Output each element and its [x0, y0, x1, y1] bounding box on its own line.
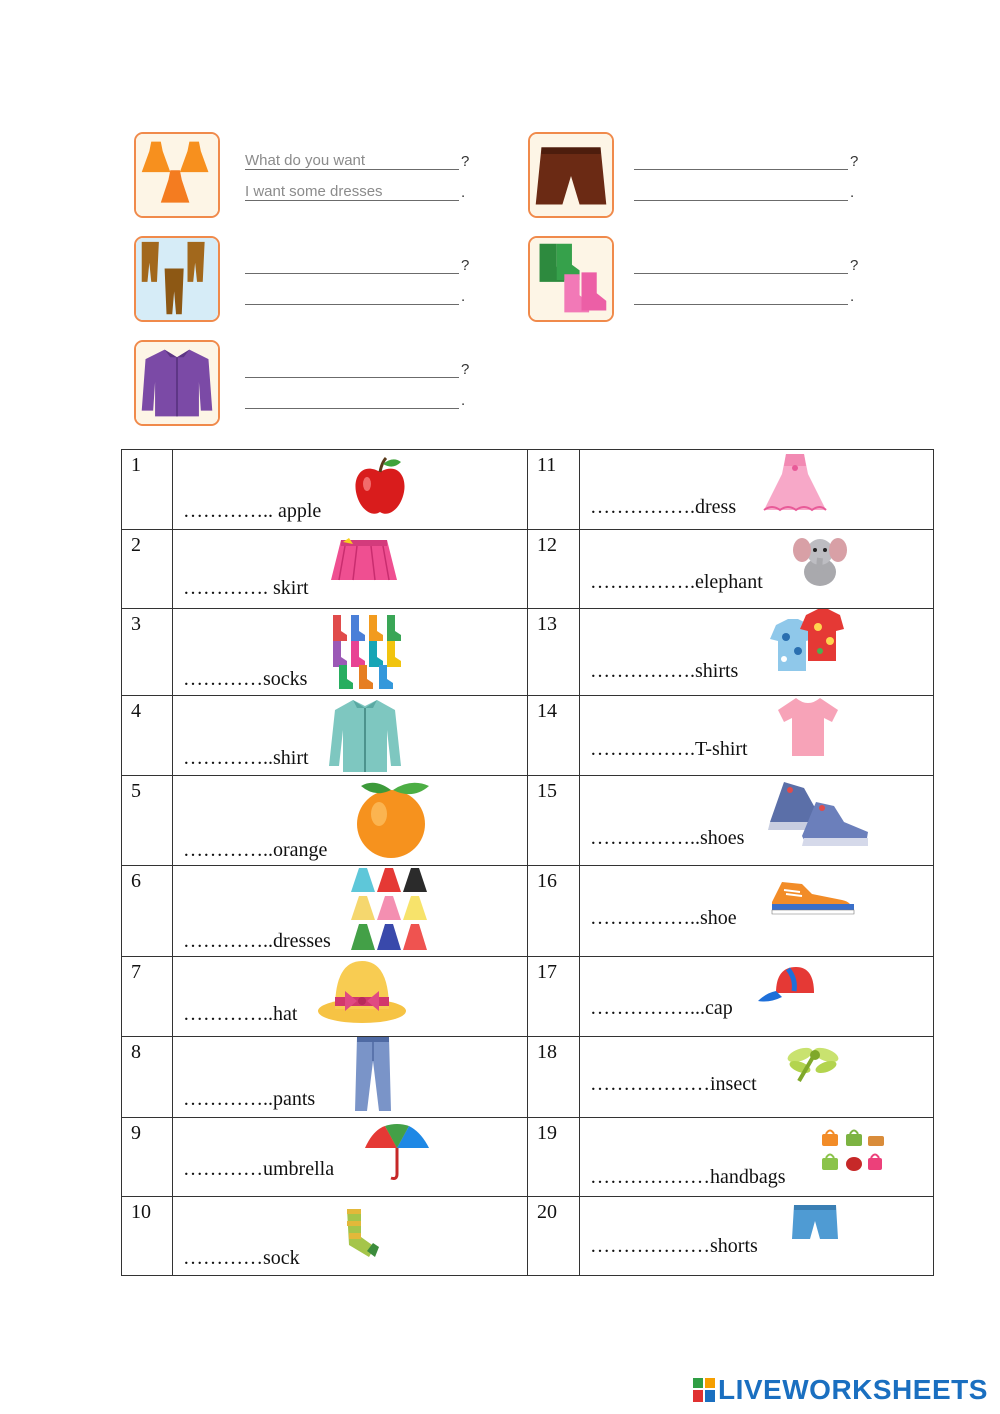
orange-icon: [353, 778, 437, 862]
table-row: [122, 530, 934, 609]
item-number: 3: [122, 609, 173, 696]
logo-mark-icon: [693, 1378, 715, 1402]
shirt-icon: [329, 698, 401, 772]
shorts-icon: [792, 1203, 838, 1243]
item-number: 15: [528, 776, 580, 866]
table-row: [122, 696, 934, 776]
answer-cell[interactable]: [173, 1197, 528, 1276]
cap-icon: [758, 965, 814, 1005]
answer-cell[interactable]: [580, 1037, 934, 1118]
item-number: 20: [528, 1197, 580, 1276]
shirt-card: [134, 340, 220, 426]
answer-cell[interactable]: [580, 957, 934, 1037]
question-mark: ?: [461, 153, 470, 170]
item-number: 17: [528, 957, 580, 1037]
hat-icon: [317, 959, 407, 1025]
item-number: 18: [528, 1037, 580, 1118]
word-text: …………….shirts: [590, 660, 739, 682]
word-text: ………………insect: [590, 1073, 757, 1095]
vocabulary-table: [121, 449, 934, 1276]
item-number: 13: [528, 609, 580, 696]
answer-line[interactable]: .: [634, 285, 864, 307]
word-text: ……………...cap: [590, 997, 733, 1019]
word-text: ……………..shoe: [590, 907, 737, 929]
answer-line[interactable]: [245, 181, 475, 203]
answer-line[interactable]: .: [245, 389, 475, 411]
word-text: ………………shorts: [590, 1235, 758, 1257]
word-text: …………….dress: [590, 496, 737, 518]
word-text: …………….T-shirt: [590, 738, 748, 760]
table-row: [122, 866, 934, 957]
item-number: 11: [528, 450, 580, 530]
answer-text: I want some dresses: [245, 183, 383, 200]
skirt-icon: [331, 536, 397, 584]
shoe-icon: [770, 876, 856, 916]
shoes-icon: [766, 776, 872, 850]
elephant-icon: [792, 532, 848, 590]
answer-cell[interactable]: [173, 1037, 528, 1118]
table-row: [122, 957, 934, 1037]
answer-cell[interactable]: [580, 1118, 934, 1197]
socks-card: [528, 236, 614, 322]
answer-cell[interactable]: [173, 450, 528, 530]
item-number: 7: [122, 957, 173, 1037]
item-number: 19: [528, 1118, 580, 1197]
word-text: …………..dresses: [183, 930, 331, 952]
item-number: 4: [122, 696, 173, 776]
logo-text: LIVEWORKSHEETS: [718, 1374, 988, 1405]
pants-icon: [136, 238, 218, 320]
word-text: …………..shirt: [183, 747, 309, 769]
answer-cell[interactable]: [580, 450, 934, 530]
answer-cell[interactable]: [580, 1197, 934, 1276]
word-text: ………………handbags: [590, 1166, 786, 1188]
answer-cell[interactable]: [580, 530, 934, 609]
table-row: [122, 1197, 934, 1276]
item-number: 6: [122, 866, 173, 957]
answer-cell[interactable]: [173, 530, 528, 609]
item-number: 2: [122, 530, 173, 609]
answer-line[interactable]: .: [245, 285, 475, 307]
table-row: [122, 609, 934, 696]
word-text: …………umbrella: [183, 1158, 335, 1180]
socks-icon: [530, 238, 612, 320]
question-text: What do you want: [245, 152, 366, 169]
answer-cell[interactable]: [173, 609, 528, 696]
word-text: …………sock: [183, 1247, 300, 1269]
answer-cell[interactable]: [173, 776, 528, 866]
item-number: 12: [528, 530, 580, 609]
shorts-icon: [530, 134, 612, 216]
answer-cell[interactable]: [580, 866, 934, 957]
shirt-icon: [136, 342, 218, 424]
item-number: 10: [122, 1197, 173, 1276]
answer-cell[interactable]: [173, 1118, 528, 1197]
apple-icon: [353, 456, 407, 518]
question-line[interactable]: ?: [634, 150, 864, 172]
word-text: …………..pants: [183, 1088, 316, 1110]
word-text: ………….. apple: [183, 500, 322, 522]
shorts-card: [528, 132, 614, 218]
insect-icon: [786, 1043, 840, 1083]
table-row: [122, 1037, 934, 1118]
table-row: [122, 1118, 934, 1197]
question-line[interactable]: ?: [634, 254, 864, 276]
item-number: 14: [528, 696, 580, 776]
answer-cell[interactable]: [580, 696, 934, 776]
question-line[interactable]: [245, 150, 475, 172]
answer-line[interactable]: .: [634, 181, 864, 203]
item-number: 5: [122, 776, 173, 866]
pants-card: [134, 236, 220, 322]
table-row: [122, 776, 934, 866]
sock-icon: [343, 1207, 379, 1259]
item-number: 16: [528, 866, 580, 957]
dress-icon: [762, 452, 828, 514]
answer-cell[interactable]: [173, 866, 528, 957]
socks-icon: [331, 613, 405, 689]
word-text: ……………..shoes: [590, 827, 745, 849]
shirts-icon: [762, 609, 856, 677]
liveworksheets-logo[interactable]: [693, 1374, 988, 1406]
word-text: …………socks: [183, 668, 308, 690]
word-text: …………. skirt: [183, 577, 309, 599]
item-number: 8: [122, 1037, 173, 1118]
item-number: 1: [122, 450, 173, 530]
answer-cell[interactable]: [580, 609, 934, 696]
word-text: …………..hat: [183, 1003, 298, 1025]
word-text: …………..orange: [183, 839, 328, 861]
dresses-card: [134, 132, 220, 218]
question-line[interactable]: ?: [245, 358, 475, 380]
pants-icon: [353, 1037, 393, 1113]
item-number: 9: [122, 1118, 173, 1197]
dresses-icon: [353, 866, 441, 954]
word-text: …………….elephant: [590, 571, 763, 593]
question-line[interactable]: ?: [245, 254, 475, 276]
table-row: [122, 450, 934, 530]
answer-cell[interactable]: [173, 957, 528, 1037]
answer-cell[interactable]: [173, 696, 528, 776]
dresses-icon: [136, 134, 218, 216]
answer-cell[interactable]: [580, 776, 934, 866]
tshirt-icon: [776, 696, 840, 758]
umbrella-icon: [363, 1120, 431, 1182]
period: .: [461, 184, 466, 201]
handbags-icon: [820, 1126, 886, 1176]
